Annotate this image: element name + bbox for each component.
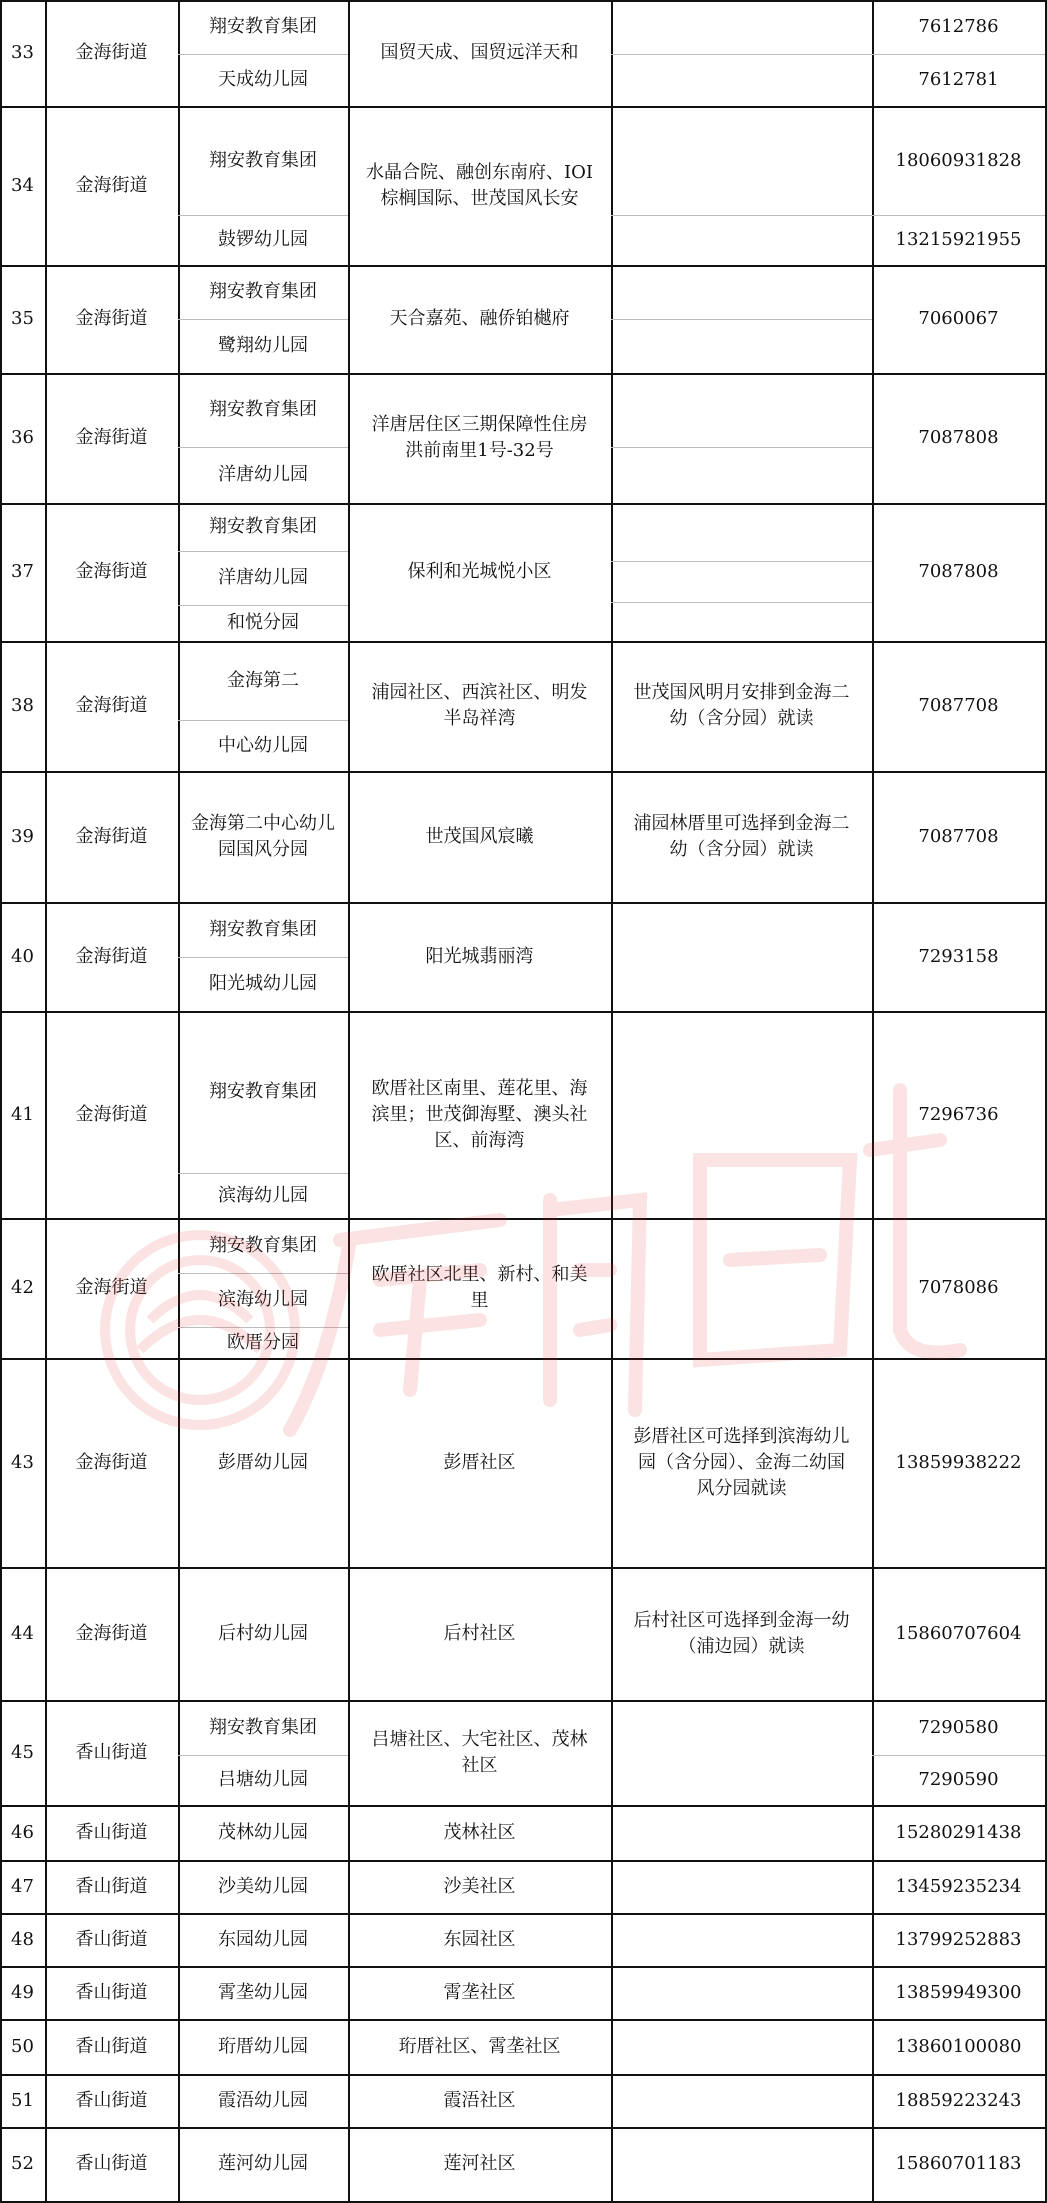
service-area: 世茂国风宸曦 (425, 825, 534, 847)
remark (611, 1218, 872, 1358)
row-number: 47 (11, 1875, 34, 1897)
row-number: 42 (11, 1277, 34, 1298)
service-area: 天合嘉苑、融侨铂樾府 (389, 308, 570, 329)
street-name: 金海街道 (75, 1277, 148, 1298)
street-name: 金海街道 (75, 427, 148, 448)
street-name: 金海街道 (75, 825, 148, 847)
remark: 世茂国风明月安排到金海二 幼（含分园）就读 (633, 682, 850, 729)
remark (611, 265, 872, 373)
sub-divider (178, 551, 348, 552)
street-name: 香山街道 (75, 1981, 148, 2003)
kindergarten-name: 翔安教育集团 (209, 918, 317, 940)
sub-divider (178, 215, 348, 216)
remark: 浦园林厝里可选择到金海二 幼（含分园）就读 (633, 812, 850, 860)
contact-phone: 7293158 (918, 945, 999, 967)
contact-phone: 13215921955 (895, 229, 1022, 250)
remark (611, 902, 872, 1011)
sub-divider (178, 605, 348, 606)
remark (611, 1011, 872, 1218)
service-area: 霞浯社区 (443, 2089, 516, 2111)
street-name: 香山街道 (75, 1741, 148, 1763)
service-area: 莲河社区 (443, 2153, 516, 2174)
contact-phone: 18060931828 (895, 149, 1022, 171)
remark (611, 503, 872, 641)
street-name: 金海街道 (75, 174, 148, 196)
row-number: 49 (11, 1981, 34, 2003)
sub-divider (178, 1327, 348, 1328)
row-number: 37 (11, 561, 34, 582)
kindergarten-name: 茂林幼儿园 (218, 1821, 308, 1843)
contact-phone: 15280291438 (895, 1821, 1022, 1843)
kindergarten-name: 和悦分园 (227, 612, 299, 633)
contact-phone: 7078086 (918, 1277, 999, 1298)
row-number: 40 (11, 945, 34, 967)
street-name: 金海街道 (75, 42, 148, 63)
contact-phone: 13859938222 (895, 1451, 1022, 1473)
row-number: 38 (11, 695, 34, 716)
remark (611, 1805, 872, 1860)
contact-phone: 13859949300 (895, 1981, 1022, 2003)
street-name: 香山街道 (75, 1928, 148, 1950)
contact-phone: 7087808 (918, 561, 999, 582)
contact-phone: 7296736 (918, 1103, 999, 1125)
street-name: 金海街道 (75, 945, 148, 967)
row-number: 46 (11, 1821, 34, 1843)
row-number: 36 (11, 427, 34, 448)
contact-phone: 7060067 (918, 308, 999, 329)
remark: 彭厝社区可选择到滨海幼儿 园（含分园）、金海二幼国 风分园就读 (633, 1425, 850, 1499)
kindergarten-name: 滨海幼儿园 (218, 1289, 308, 1310)
kindergarten-name: 天成幼儿园 (218, 69, 308, 90)
kindergarten-name: 翔安教育集团 (209, 399, 317, 420)
remark: 后村社区可选择到金海一幼 （浦边园）就读 (633, 1609, 850, 1657)
row-number: 34 (11, 174, 34, 196)
remark (611, 0, 872, 106)
remark (611, 106, 872, 265)
sub-divider (872, 215, 1045, 216)
kindergarten-name: 翔安教育集团 (209, 1716, 317, 1738)
kindergarten-name: 翔安教育集团 (209, 16, 317, 37)
service-area: 阳光城翡丽湾 (425, 945, 534, 967)
contact-phone: 7290580 (918, 1716, 999, 1738)
kindergarten-name: 滨海幼儿园 (218, 1184, 308, 1206)
row-number: 39 (11, 825, 34, 847)
sub-divider (178, 720, 348, 721)
service-area: 洋唐居住区三期保障性住房 洪前南里1号-32号 (371, 414, 588, 461)
remark (611, 2074, 872, 2127)
service-area: 珩厝社区、霄垄社区 (398, 2035, 561, 2057)
service-area: 霄垄社区 (443, 1981, 516, 2003)
kindergarten-name: 金海第二中心幼儿 园国风分园 (191, 812, 335, 860)
sub-divider (178, 1273, 348, 1274)
service-area: 沙美社区 (443, 1875, 516, 1897)
contact-phone: 15860707604 (895, 1622, 1022, 1644)
remark (611, 1913, 872, 1966)
row-number: 33 (11, 42, 34, 63)
contact-phone: 7087708 (918, 695, 999, 716)
remark (611, 2127, 872, 2201)
service-area: 国贸天成、国贸远洋天和 (380, 42, 579, 63)
contact-phone: 15860701183 (895, 2153, 1022, 2174)
street-name: 香山街道 (75, 2035, 148, 2057)
sub-divider (178, 54, 348, 55)
service-area: 欧厝社区北里、新村、和美 里 (371, 1264, 588, 1311)
contact-phone: 13459235234 (895, 1875, 1022, 1897)
sub-divider (872, 1755, 1045, 1756)
kindergarten-name: 翔安教育集团 (209, 1234, 317, 1256)
kindergarten-name: 鼓锣幼儿园 (218, 229, 308, 250)
remark (611, 1966, 872, 2019)
contact-phone: 13799252883 (895, 1928, 1022, 1950)
remark (611, 2019, 872, 2074)
row-number: 50 (11, 2035, 34, 2057)
sub-divider (178, 319, 348, 320)
street-name: 金海街道 (75, 561, 148, 582)
street-name: 香山街道 (75, 2089, 148, 2111)
kindergarten-name: 洋唐幼儿园 (218, 567, 308, 588)
kindergarten-name: 吕塘幼儿园 (218, 1769, 308, 1790)
kindergarten-name: 欧厝分园 (227, 1331, 299, 1353)
kindergarten-name: 阳光城幼儿园 (209, 973, 317, 994)
contact-phone: 7612781 (918, 69, 999, 90)
row-number: 41 (11, 1103, 34, 1125)
kindergarten-name: 中心幼儿园 (218, 734, 308, 756)
service-area: 浦园社区、西滨社区、明发 半岛祥湾 (371, 682, 588, 729)
kindergarten-name: 霞浯幼儿园 (218, 2089, 308, 2111)
kindergarten-name: 沙美幼儿园 (218, 1875, 308, 1897)
row-number: 51 (11, 2089, 34, 2111)
kindergarten-name: 翔安教育集团 (209, 516, 317, 537)
kindergarten-name: 珩厝幼儿园 (218, 2035, 308, 2057)
row-number: 48 (11, 1928, 34, 1950)
contact-phone: 7612786 (918, 16, 999, 37)
street-name: 金海街道 (75, 1103, 148, 1125)
row-number: 45 (11, 1741, 34, 1763)
service-area: 茂林社区 (443, 1821, 516, 1843)
kindergarten-name: 后村幼儿园 (218, 1622, 308, 1644)
kindergarten-name: 金海第二 (227, 669, 299, 691)
remark (611, 1860, 872, 1913)
kindergarten-name: 彭厝幼儿园 (218, 1451, 308, 1473)
service-area: 吕塘社区、大宅社区、茂林 社区 (371, 1728, 588, 1776)
contact-phone: 7087708 (918, 825, 999, 847)
contact-phone: 13860100080 (895, 2035, 1022, 2057)
kindergarten-name: 鹭翔幼儿园 (218, 335, 308, 356)
row-number: 52 (11, 2153, 34, 2174)
row-number: 44 (11, 1622, 34, 1644)
kindergarten-name: 洋唐幼儿园 (218, 464, 308, 485)
kindergarten-name: 翔安教育集团 (209, 281, 317, 302)
service-area: 彭厝社区 (443, 1451, 516, 1473)
street-name: 金海街道 (75, 1622, 148, 1644)
street-name: 香山街道 (75, 1821, 148, 1843)
street-name: 香山街道 (75, 2153, 148, 2174)
kindergarten-name: 翔安教育集团 (209, 1081, 317, 1102)
contact-phone: 18859223243 (895, 2089, 1022, 2111)
service-area: 保利和光城悦小区 (407, 561, 552, 582)
sub-divider (178, 1755, 348, 1756)
kindergarten-name: 翔安教育集团 (209, 149, 317, 171)
kindergarten-name: 东园幼儿园 (218, 1928, 308, 1950)
kindergarten-name: 霄垄幼儿园 (218, 1981, 308, 2003)
sub-divider (178, 957, 348, 958)
contact-phone: 7087808 (918, 427, 999, 448)
service-area: 后村社区 (443, 1622, 516, 1644)
contact-phone: 7290590 (918, 1769, 999, 1790)
kindergarten-name: 莲河幼儿园 (218, 2153, 308, 2174)
row-number: 35 (11, 308, 34, 329)
service-area: 东园社区 (443, 1928, 516, 1950)
street-name: 金海街道 (75, 1451, 148, 1473)
sub-divider (178, 1173, 348, 1174)
street-name: 香山街道 (75, 1875, 148, 1897)
service-area: 水晶合院、融创东南府、IOI 棕榈国际、世茂国风长安 (366, 161, 593, 209)
remark (611, 1700, 872, 1805)
row-number: 43 (11, 1451, 34, 1473)
service-area: 欧厝社区南里、莲花里、海 滨里；世茂御海墅、澳头社 区、前海湾 (371, 1077, 588, 1151)
sub-divider (872, 54, 1045, 55)
sub-divider (178, 447, 348, 448)
street-name: 金海街道 (75, 308, 148, 329)
street-name: 金海街道 (75, 695, 148, 716)
remark (611, 373, 872, 503)
